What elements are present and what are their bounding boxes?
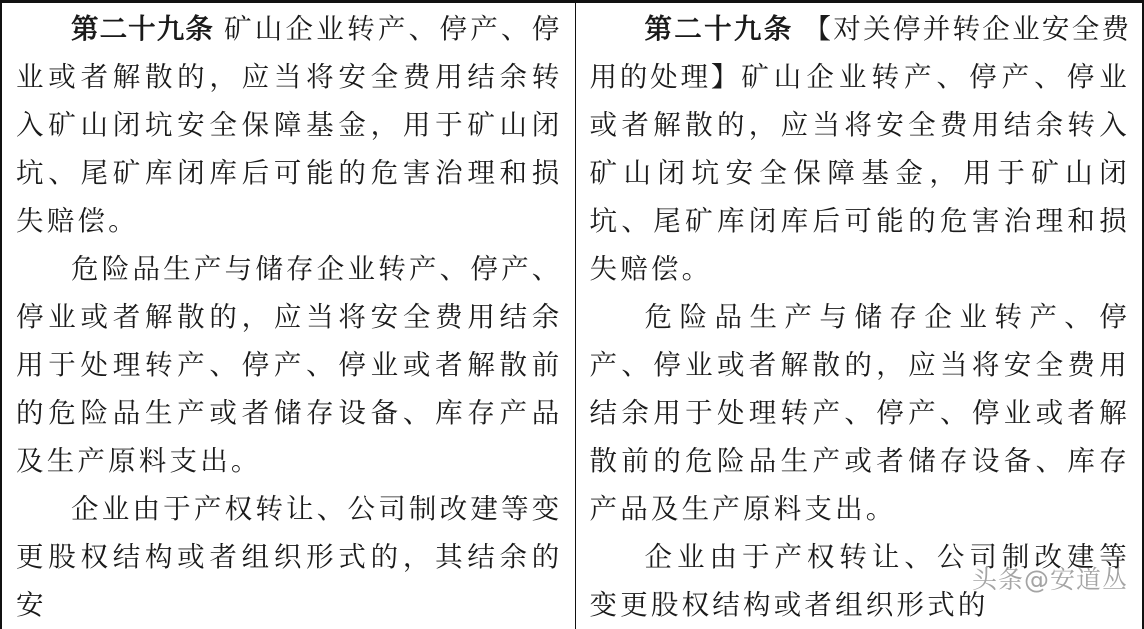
left-paragraph-1-text: 矿山企业转产、停产、停业或者解散的，应当将安全费用结余转入矿山闭坑安全保障基金，用于矿山闭坑、尾矿库闭库后可能的危害治理和损失赔偿。 xyxy=(16,13,563,237)
left-column xyxy=(1,2,575,629)
left-article-number: 第二十九条 xyxy=(71,13,214,45)
left-paragraph-2: 危险品生产与储存企业转产、停产、停业或者解散的，应当将安全费用结余用于处理转产、停产、停业或者解散前的危险品生产或者储存设备、库存产品及生产原料支出。 xyxy=(16,245,563,485)
right-paragraph-1 xyxy=(590,5,1131,293)
right-article-title: 【对关停并转企业安全费用的处理】 xyxy=(590,13,1131,93)
right-paragraph-3: 企业由于产权转让、公司制改建等变更股权结构或者组织形式的 xyxy=(590,533,1131,629)
right-paragraph-1-text: 矿山企业转产、停产、停业或者解散的，应当将安全费用结余转入矿山闭坑安全保障基金，用于矿山闭坑、尾矿库闭库后可能的危害治理和损失赔偿。 xyxy=(590,61,1131,285)
right-column xyxy=(575,2,1143,629)
left-paragraph-1 xyxy=(16,5,563,245)
watermark: 头条@安道丛 xyxy=(972,560,1128,596)
right-article-number: 第二十九条 xyxy=(645,13,794,45)
table-row xyxy=(1,2,1143,629)
left-paragraph-3: 企业由于产权转让、公司制改建等变更股权结构或者组织形式的，其结余的安 xyxy=(16,485,563,629)
right-paragraph-2: 危险品生产与储存企业转产、停产、停业或者解散的，应当将安全费用结余用于处理转产、停产、停业或者解散前的危险品生产或者储存设备、库存产品及生产原料支出。 xyxy=(590,293,1131,533)
